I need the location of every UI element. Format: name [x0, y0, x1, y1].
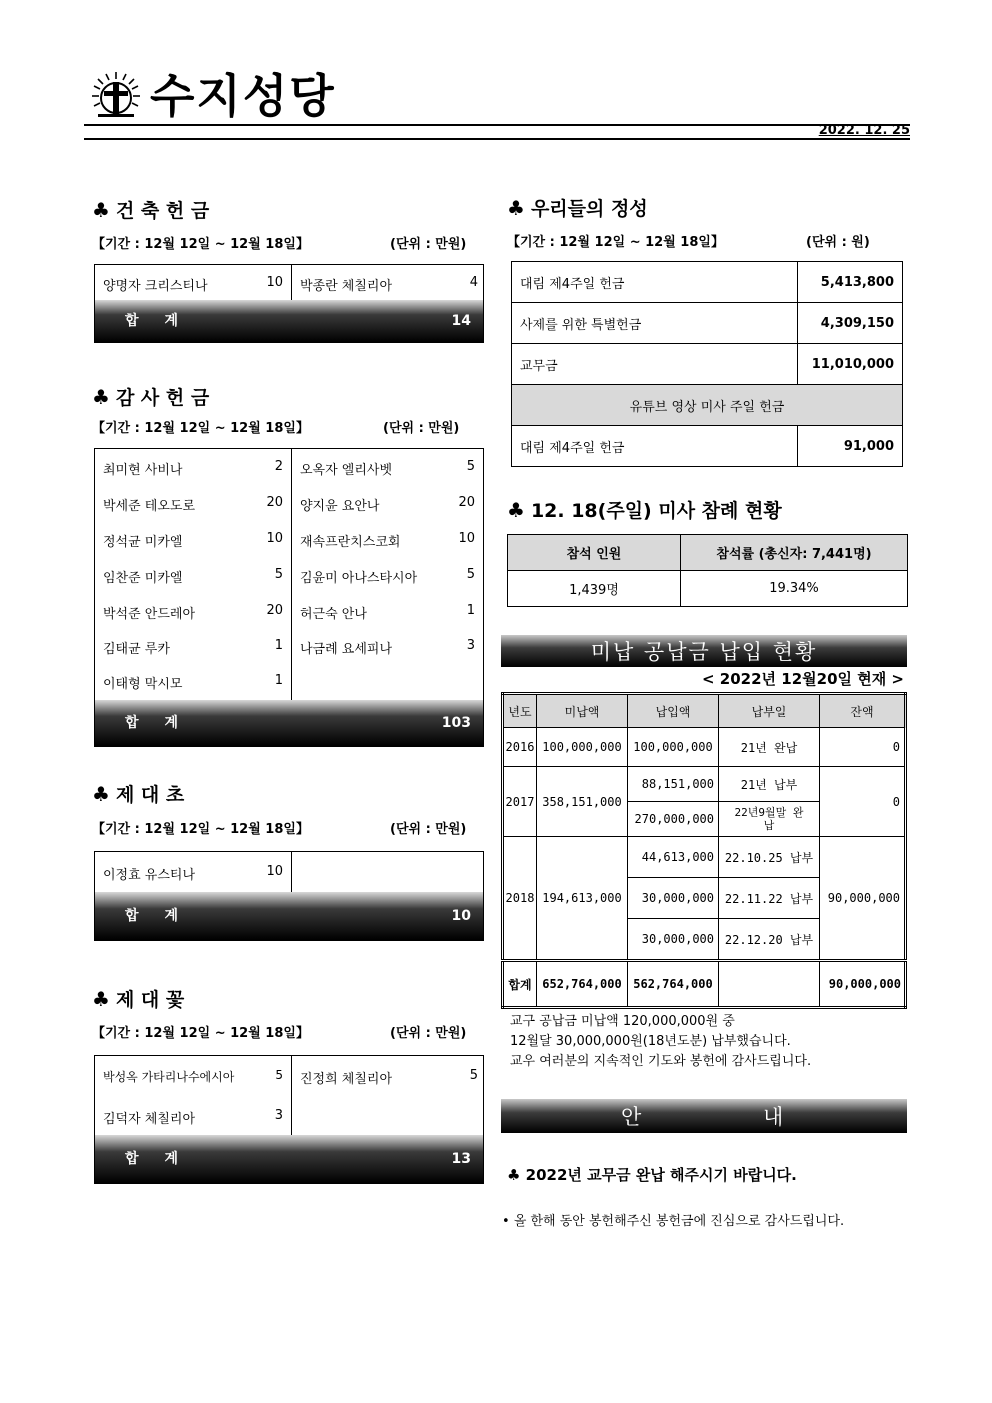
arrears-banner: 미납 공납금 납입 현황 [501, 635, 907, 667]
table-row: 교무금 11,010,000 [512, 344, 903, 385]
donor-row: 박세준 테오도로 20 [103, 495, 283, 514]
donor-row: 최미현 사비나 2 [103, 459, 283, 478]
flowers-period: 【기간 : 12월 12일 ~ 12월 18일】 [92, 1026, 309, 1041]
donor-row: 허근숙 안나 1 [300, 603, 475, 622]
bulletin-date: 2022. 12. 25 [818, 123, 910, 138]
club-icon: ♣ [507, 1166, 526, 1184]
table-row: 1,439명 19.34% [508, 571, 908, 607]
donor-row: 이정효 유스티나 10 [103, 864, 283, 883]
parish-title: 수지성당 [150, 69, 336, 123]
donor-row: 이태형 막시모 1 [103, 673, 283, 692]
donor-row: 박종란 체칠리아 4 [300, 275, 478, 294]
table-row: 참석 인원 참석률 (총신자: 7,441명) [508, 535, 908, 571]
column-divider [291, 449, 292, 701]
donor-row: 나금례 요세피나 3 [300, 638, 475, 657]
club-icon: ♣ [92, 987, 110, 1011]
donor-row: 정석균 미카엘 10 [103, 531, 283, 550]
flowers-box [94, 1055, 484, 1184]
building-total-bar: 합계 14 [95, 300, 483, 342]
church-logo-icon [90, 70, 142, 122]
table-row: 2016 100,000,000 100,000,000 21년 완납 0 [503, 728, 906, 767]
table-row: 2018 194,613,000 44,613,000 22.10.25 납부 90,000,000 [503, 837, 906, 878]
column-divider [291, 265, 292, 301]
flowers-total-bar: 합계 13 [95, 1135, 483, 1183]
offerings-table [511, 261, 903, 467]
thanks-total: 103 [441, 715, 471, 731]
club-icon: ♣ [92, 385, 110, 409]
thanks-unit: (단위 : 만원) [383, 421, 460, 436]
notice-bullet: • 올 한해 동안 봉헌해주신 봉헌금에 진심으로 감사드립니다. [502, 1214, 845, 1229]
donor-row: 오옥자 엘리사벳 5 [300, 459, 475, 478]
flowers-total: 13 [451, 1151, 471, 1167]
arrears-table [501, 692, 907, 1009]
thanks-period: 【기간 : 12월 12일 ~ 12월 18일】 [92, 421, 309, 436]
donor-row: 양명자 크리스티나 10 [103, 275, 283, 294]
notice-headline: ♣ 2022년 교무금 완납 해주시기 바랍니다. [507, 1166, 797, 1184]
donor-row: 김덕자 체칠리아 3 [103, 1108, 283, 1127]
arrears-total-row: 합계 652,764,000 562,764,000 90,000,000 [503, 961, 906, 1008]
building-fund-title: ♣ 건 축 헌 금 [92, 198, 210, 222]
table-row: 2017 358,151,000 88,151,000 21년 납부 0 [503, 767, 906, 802]
offerings-period: 【기간 : 12월 12일 ~ 12월 18일】 [507, 235, 724, 250]
club-icon: ♣ [507, 498, 525, 522]
table-row: 년도 미납액 납입액 납부일 잔액 [503, 694, 906, 728]
attendance-table [507, 534, 908, 607]
table-row: 30,000,000 22.12.20 납부 [503, 919, 906, 961]
donor-row: 박성옥 가타리나수에시아 5 [103, 1068, 283, 1084]
donor-row: 박석준 안드레아 20 [103, 603, 283, 622]
donor-row: 임찬준 미카엘 5 [103, 567, 283, 586]
column-divider [291, 1056, 292, 1136]
thanks-total-bar: 합계 103 [95, 700, 483, 746]
building-period: 【기간 : 12월 12일 ~ 12월 18일】 [92, 237, 309, 252]
candles-total-bar: 합계 10 [95, 892, 483, 940]
table-row: 대림 제4주일 헌금 5,413,800 [512, 262, 903, 303]
table-row: 270,000,000 22년9월말 완납 [503, 802, 906, 837]
attendance-title: ♣ 12. 18(주일) 미사 참례 현황 [507, 498, 782, 522]
club-icon: ♣ [92, 782, 110, 806]
arrears-as-of: < 2022년 12월20일 현재 > [702, 670, 904, 688]
donor-row: 양지윤 요안나 20 [300, 495, 475, 514]
offerings-title: ♣ 우리들의 정성 [507, 196, 648, 220]
table-row: 사제를 위한 특별헌금 4,309,150 [512, 303, 903, 344]
donor-row: 김태균 루카 1 [103, 638, 283, 657]
candles-box [94, 851, 484, 941]
flowers-unit: (단위 : 만원) [390, 1026, 467, 1041]
bullet-icon: • [502, 1214, 514, 1229]
building-unit: (단위 : 만원) [390, 237, 467, 252]
candles-total: 10 [451, 908, 471, 924]
column-divider [291, 852, 292, 894]
donor-row: 재속프란치스코회 10 [300, 531, 475, 550]
table-row: 30,000,000 22.11.22 납부 [503, 878, 906, 919]
donor-row: 김윤미 아나스타시아 5 [300, 567, 475, 586]
building-total: 14 [451, 313, 471, 329]
candles-period: 【기간 : 12월 12일 ~ 12월 18일】 [92, 822, 309, 837]
thanks-box [94, 448, 484, 747]
table-row: 대림 제4주일 헌금 91,000 [512, 426, 903, 467]
flowers-title: ♣ 제 대 꽃 [92, 987, 185, 1011]
notice-banner: 안 내 [501, 1099, 907, 1133]
arrears-notes: 교구 공납금 미납액 120,000,000원 중 12월달 30,000,000원(18년도분) 납부했습니다. 교우 여러분의 지속적인 기도와 봉헌에 감사드립니다. [510, 1014, 812, 1069]
thanks-title: ♣ 감 사 헌 금 [92, 385, 210, 409]
youtube-header-row: 유튜브 영상 미사 주일 헌금 [512, 385, 903, 426]
club-icon: ♣ [507, 196, 525, 220]
candles-title: ♣ 제 대 초 [92, 782, 185, 806]
building-fund-box [94, 264, 484, 343]
offerings-unit: (단위 : 원) [806, 235, 870, 250]
candles-unit: (단위 : 만원) [390, 822, 467, 837]
club-icon: ♣ [92, 198, 110, 222]
donor-row: 진정희 체칠리아 5 [300, 1068, 478, 1087]
